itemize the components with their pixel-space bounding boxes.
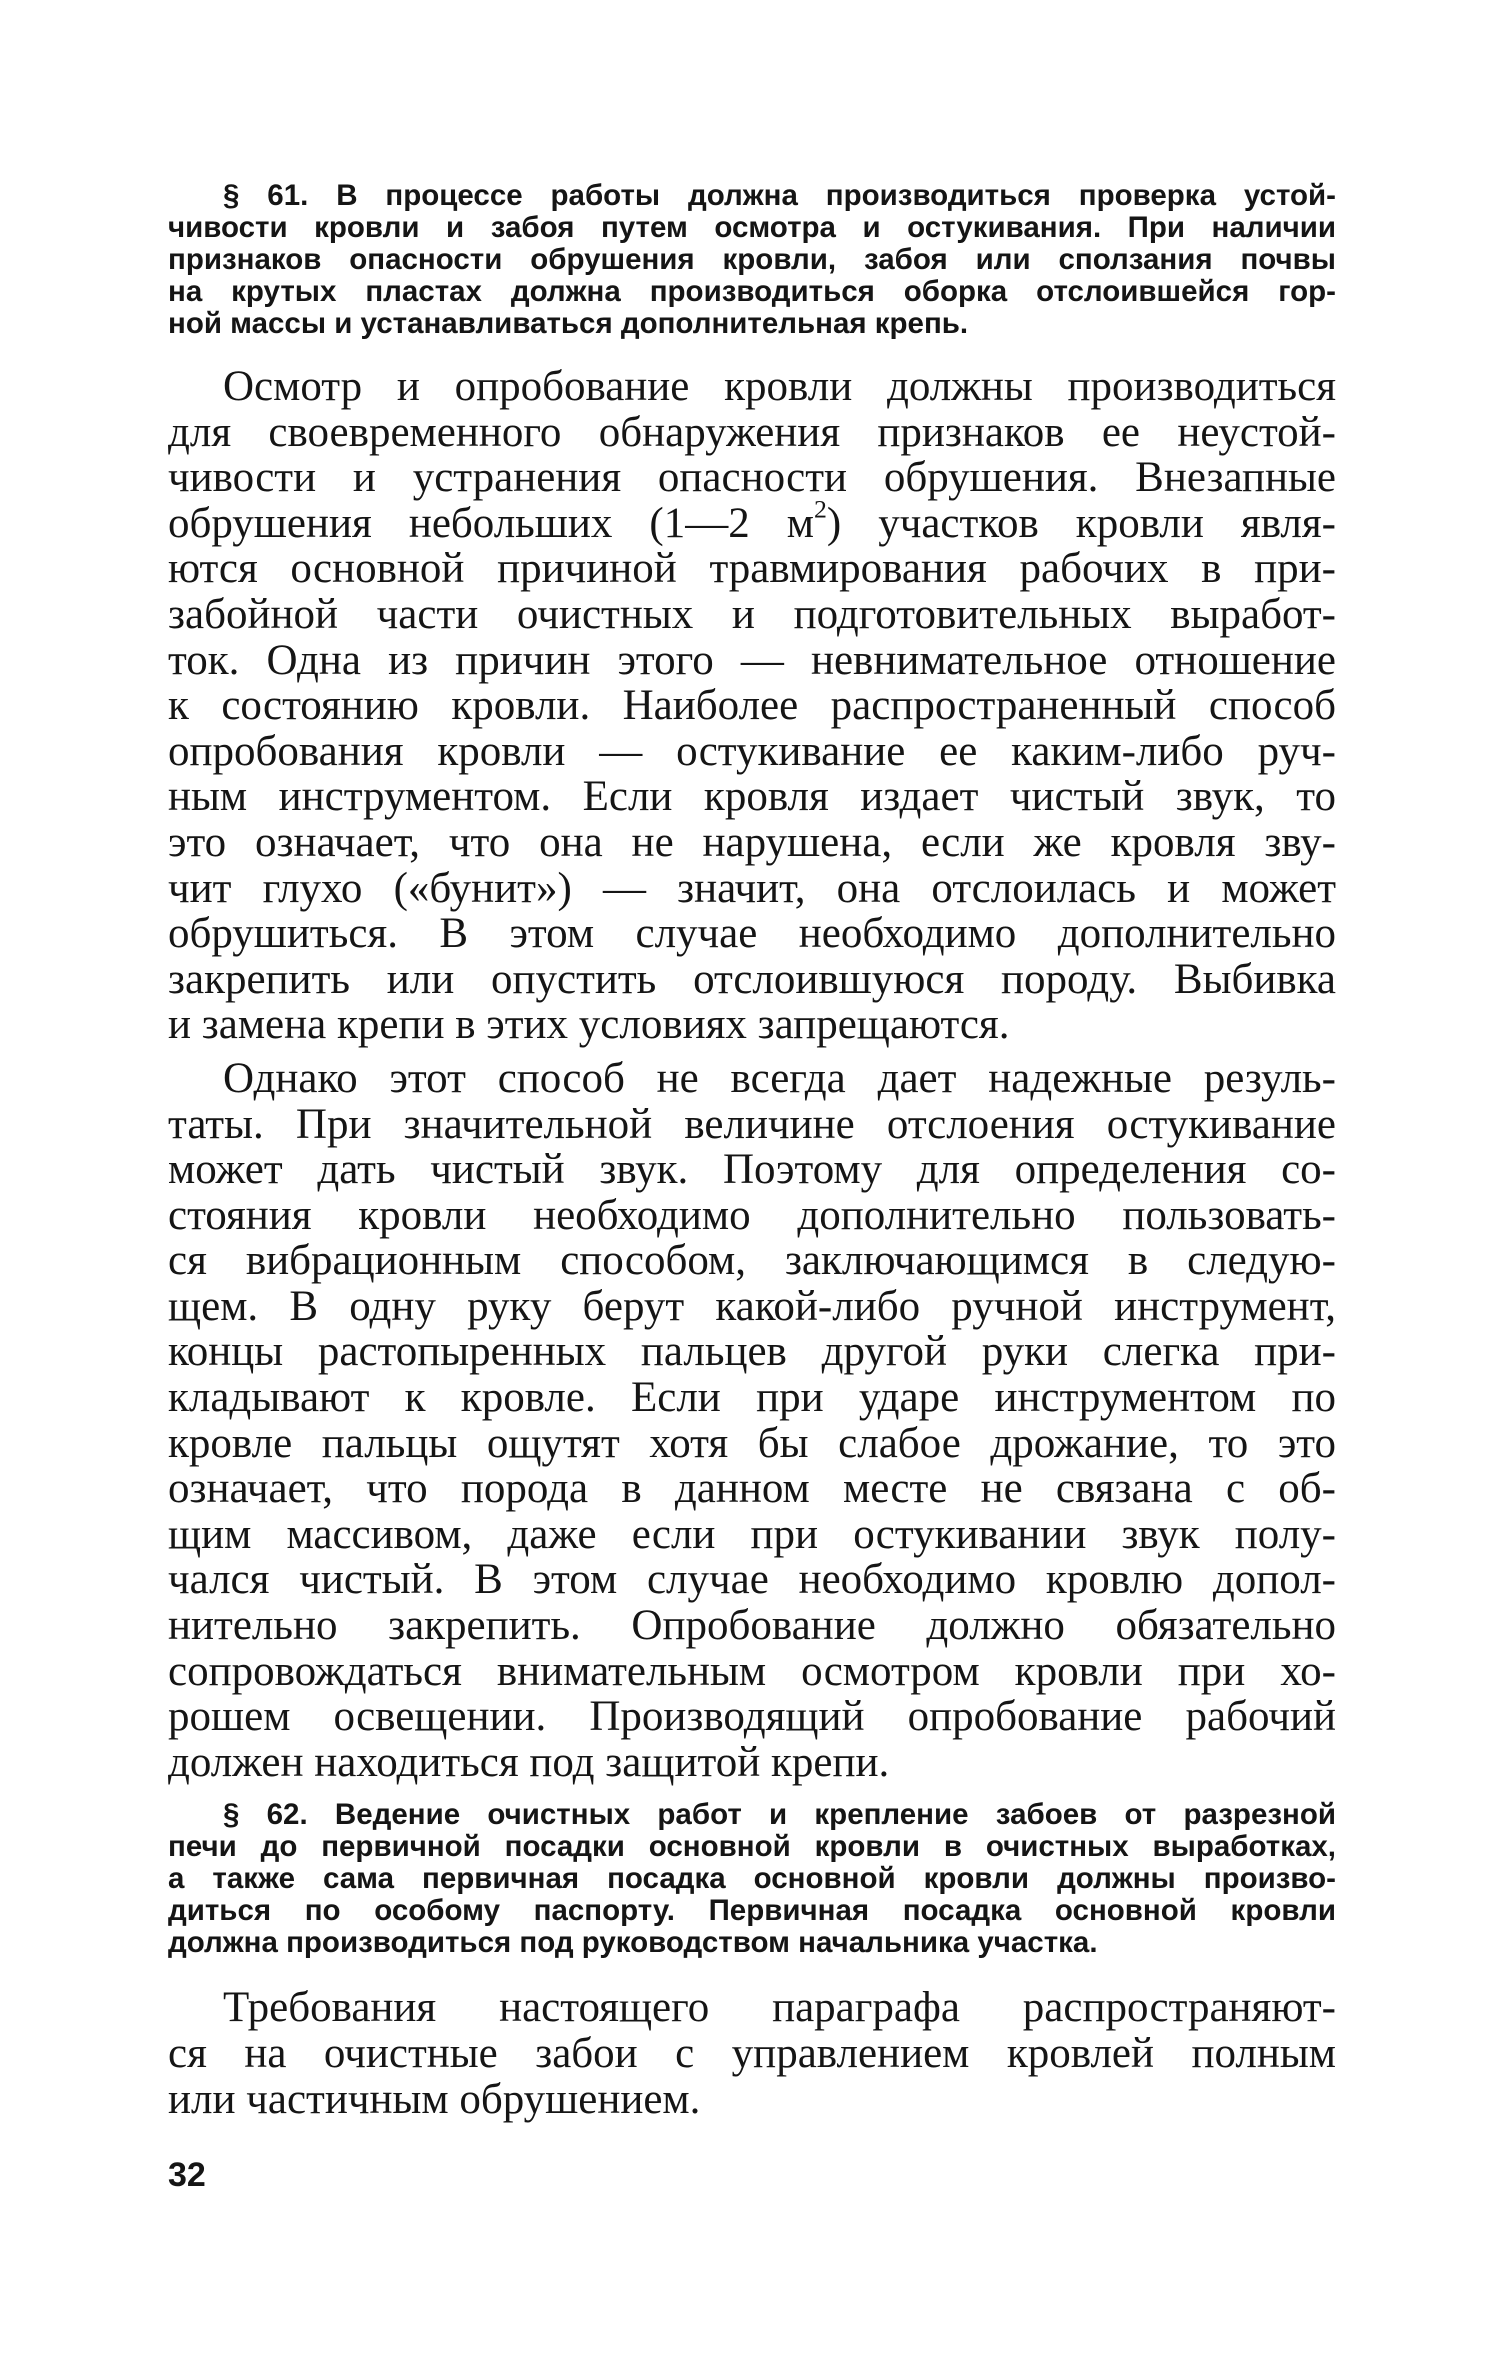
text-line: ся вибрационным способом, заключающимся в следую-: [168, 1237, 1336, 1285]
text-line: концы растопыренных пальцев другой руки слегка при-: [168, 1328, 1336, 1376]
text-line: это означает, что она не нарушена, если же кровля зву-: [168, 818, 1336, 866]
commentary-paragraph-2: [168, 1056, 1336, 1786]
text-line: чался чистый. В этом случае необходимо кровлю допол-: [168, 1556, 1336, 1604]
text-line: Однако этот способ не всегда дает надежные резуль-: [223, 1054, 1336, 1102]
text-line: § 61. В процессе работы должна производиться проверка устой-: [223, 179, 1336, 212]
text-line: рошем освещении. Производящий опробование рабочий: [168, 1693, 1336, 1741]
page-text: [168, 180, 1336, 2122]
text-line: признаков опасности обрушения кровли, забоя или сползания почвы: [168, 243, 1336, 276]
text-line: или частичным обрушением.: [168, 2075, 701, 2123]
text-line: ной массы и устанавливаться дополнительная крепь.: [168, 307, 969, 340]
text-line: печи до первичной посадки основной кровли в очистных выработках,: [168, 1830, 1336, 1864]
text-line: щем. В одну руку берут какой-либо ручной инструмент,: [168, 1282, 1336, 1330]
text-line: кровле пальцы ощутят хотя бы слабое дрожание, то это: [168, 1419, 1336, 1467]
commentary-paragraph-3: [168, 1985, 1336, 2122]
section-61-rule: [168, 180, 1336, 340]
text-fragment: ) участков кровли явля-: [826, 499, 1336, 547]
text-line: а также сама первичная посадка основной кровли должны произво-: [168, 1862, 1336, 1896]
text-line: ток. Одна из причин этого — невнимательное отношение: [168, 636, 1336, 684]
text-line: сопровождаться внимательным осмотром кровли при хо-: [168, 1647, 1336, 1695]
text-line: забойной части очистных и подготовительных выработ-: [168, 590, 1336, 638]
text-line: чит глухо («бунит») — значит, она отслоилась и может: [168, 864, 1336, 912]
text-line: ным инструментом. Если кровля издает чистый звук, то: [168, 773, 1336, 821]
text-fragment: обрушения небольших (1—2 м: [168, 499, 814, 547]
text-line: кладывают к кровле. Если при ударе инструментом по: [168, 1374, 1336, 1422]
text-line: к состоянию кровли. Наиболее распространенный способ: [168, 682, 1336, 730]
text-line: § 62. Ведение очистных работ и крепление забоев от разрезной: [223, 1798, 1336, 1832]
text-line: на крутых пластах должна производиться оборка отслоившейся гор-: [168, 275, 1336, 308]
text-line: ются основной причиной травмирования рабочих в при-: [168, 545, 1336, 593]
superscript: 2: [813, 494, 827, 524]
text-line: и замена крепи в этих условиях запрещаются.: [168, 1001, 1010, 1049]
text-line: чивости кровли и забоя путем осмотра и остукивания. При наличии: [168, 211, 1336, 244]
text-line: щим массивом, даже если при остукивании звук полу-: [168, 1510, 1336, 1558]
commentary-paragraph-1: [168, 364, 1336, 1048]
text-line: Осмотр и опробование кровли должны производиться: [223, 363, 1336, 410]
text-line: ся на очистные забои с управлением кровлей полным: [168, 2030, 1336, 2077]
text-line: закрепить или опустить отслоившуюся породу. Выбивка: [168, 955, 1336, 1003]
text-line: может дать чистый звук. Поэтому для определения со-: [168, 1146, 1336, 1194]
text-line: нительно закрепить. Опробование должно обязательно: [168, 1602, 1336, 1650]
text-line: означает, что порода в данном месте не связана с об-: [168, 1465, 1336, 1513]
page-number: 32: [168, 2156, 206, 2194]
section-62-rule: [168, 1799, 1336, 1959]
text-line: должна производиться под руководством начальника участка.: [168, 1926, 1098, 1960]
text-line-with-superscript: [168, 494, 1336, 547]
text-line: чивости и устранения опасности обрушения. Внезапные: [168, 454, 1336, 502]
text-line: диться по особому паспорту. Первичная посадка основной кровли: [168, 1894, 1336, 1928]
text-line: стояния кровли необходимо дополнительно пользовать-: [168, 1191, 1336, 1239]
text-line: обрушиться. В этом случае необходимо дополнительно: [168, 910, 1336, 958]
text-line: Требования настоящего параграфа распространяют-: [223, 1984, 1336, 2032]
text-line: для своевременного обнаружения признаков ее неустой-: [168, 408, 1336, 456]
text-line: опробования кровли — остукивание ее каким-либо руч-: [168, 727, 1336, 775]
text-line: таты. При значительной величине отслоения остукивание: [168, 1100, 1336, 1148]
text-line: должен находиться под защитой крепи.: [168, 1738, 890, 1786]
